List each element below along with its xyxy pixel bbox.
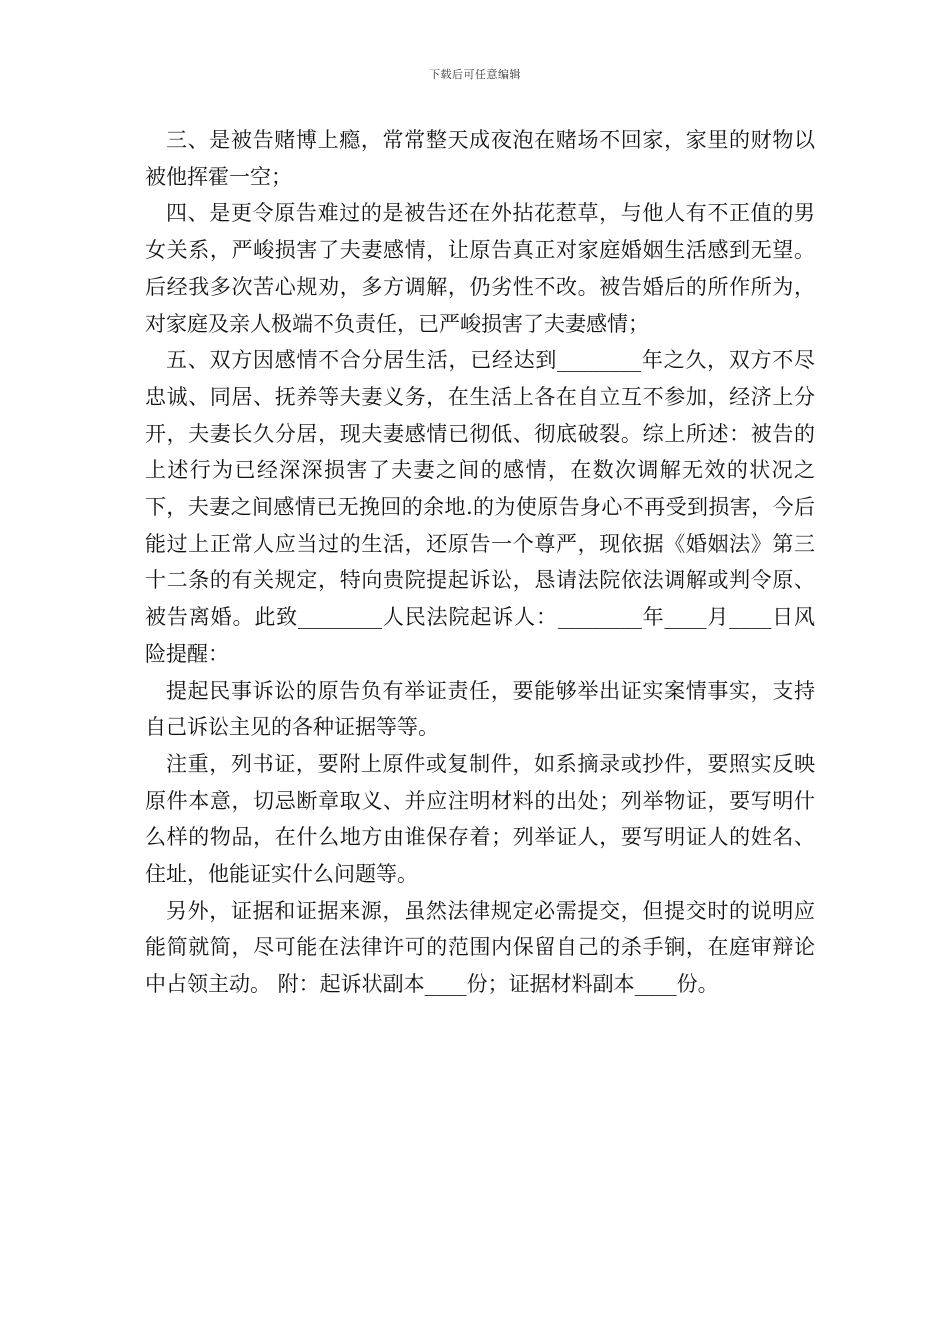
document-body <box>145 122 815 1003</box>
paragraph-additional-notes: 另外，证据和证据来源，虽然法律规定必需提交，但提交时的说明应能简就简，尽可能在法律许可的范围内保留自己的杀手锏，在庭审辩论中占领主动。 附：起诉状副本____份；证据材料副本____份。 <box>145 898 815 997</box>
paragraph-burden-of-proof: 提起民事诉讼的原告负有举证责任，要能够举出证实案情事实，支持自己诉讼主见的各种证据等等。 <box>145 678 815 740</box>
paragraph-5: 五、双方因感情不合分居生活，已经达到________年之久，双方不尽忠诚、同居、抚养等夫妻义务，在生活上各在自立互不参加，经济上分开，夫妻长久分居，现夫妻感情已彻低、彻底破裂。综上所述：被告的上述行为已经深深损害了夫妻之间的感情，在数次调解无效的状况之下，夫妻之间感情已无挽回的余地.的为使原告身心不再受到损害，今后能过上正常人应当过的生活，还原告一个尊严，现依据《婚姻法》第三十二条的有关规定，特向贵院提起诉讼，恳请法院依法调解或判令原、被告离婚。此致________人民法院起诉人：________年____月____日风险提醒： <box>145 348 815 666</box>
paragraph-4: 四、是更令原告难过的是被告还在外拈花惹草，与他人有不正值的男女关系，严峻损害了夫妻感情，让原告真正对家庭婚姻生活感到无望。后经我多次苦心规劝，多方调解，仍劣性不改。被告婚后的所作所为，对家庭及亲人极端不负责任，已严峻损害了夫妻感情； <box>145 201 815 336</box>
paragraph-evidence-listing: 注重，列书证，要附上原件或复制件，如系摘录或抄件，要照实反映原件本意，切忌断章取义、并应注明材料的出处；列举物证，要写明什么样的物品，在什么地方由谁保存着；列举证人，要写明证人的姓名、住址，他能证实什么问题等。 <box>145 751 815 887</box>
page-header: 下载后可任意编辑 <box>429 68 521 81</box>
paragraph-3: 三、是被告赌博上瘾，常常整天成夜泡在赌场不回家，家里的财物以被他挥霍一空； <box>145 128 815 189</box>
